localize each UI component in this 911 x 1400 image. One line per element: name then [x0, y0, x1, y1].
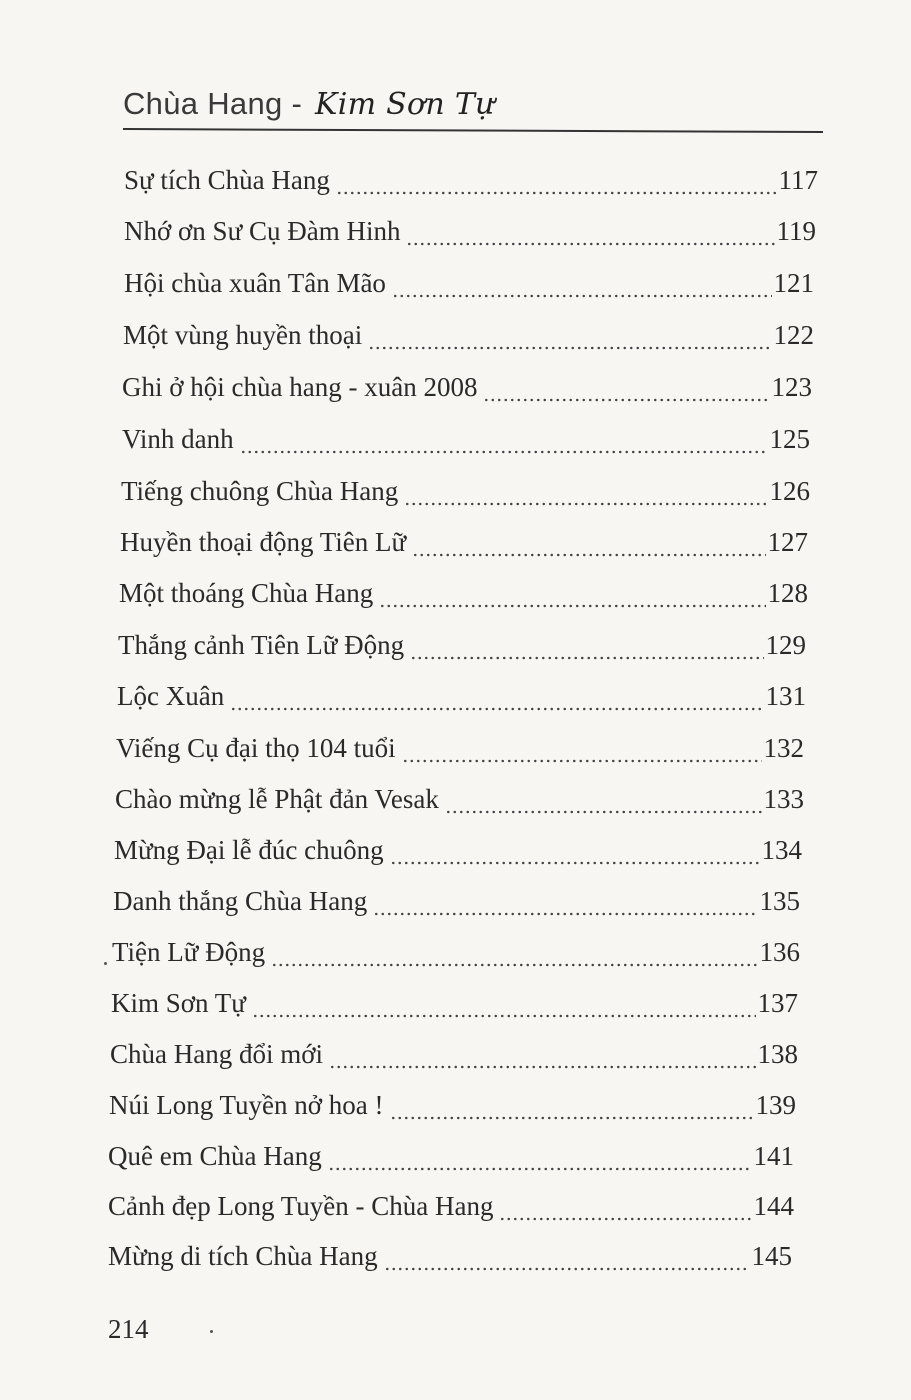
toc-entry-title: Tiện Lữ Động	[112, 937, 266, 967]
toc-dot-leader	[379, 587, 765, 609]
toc-entry-title: Quê em Chùa Hang	[108, 1141, 322, 1171]
toc-entry	[120, 527, 808, 563]
toc-entry-page: 122	[773, 320, 814, 350]
toc-entry-title: Lộc Xuân	[117, 681, 225, 711]
toc-entry-page: 141	[753, 1141, 794, 1171]
toc-entry-title: Một thoáng Chùa Hang	[119, 578, 374, 608]
toc-entry-page: 139	[755, 1090, 796, 1120]
toc-entry-page: 134	[761, 835, 802, 865]
toc-dot-leader	[373, 895, 757, 917]
toc-dot-leader	[392, 277, 772, 299]
toc-dot-leader	[445, 793, 762, 815]
toc-entry-page: 128	[767, 578, 808, 608]
toc-entry	[122, 424, 810, 460]
toc-entry	[124, 165, 818, 201]
toc-dot-leader	[271, 946, 757, 968]
toc-dot-leader	[384, 1250, 750, 1272]
toc-entry	[117, 681, 806, 717]
toc-entry-title: Nhớ ơn Sư Cụ Đàm Hinh	[124, 216, 401, 246]
toc-entry-title: Thắng cảnh Tiên Lữ Động	[118, 630, 405, 660]
toc-entry-title: Huyền thoại động Tiên Lữ	[120, 527, 407, 557]
toc-entry-title: Cảnh đẹp Long Tuyền - Chùa Hang	[108, 1191, 494, 1221]
toc-entry-title: Kim Sơn Tự	[111, 988, 246, 1018]
toc-entry	[124, 216, 816, 252]
toc-entry	[124, 268, 814, 304]
toc-dot-leader	[402, 742, 762, 764]
toc-entry	[118, 630, 806, 666]
toc-entry	[115, 784, 804, 820]
header-title-script: Kim Sơn Tự	[314, 87, 495, 122]
toc-dot-leader	[390, 844, 760, 866]
toc-entry-page: 121	[773, 268, 814, 298]
toc-entry-page: 137	[757, 988, 798, 1018]
toc-entry	[121, 476, 810, 512]
toc-dot-leader	[252, 997, 756, 1019]
toc-dot-leader	[390, 1099, 754, 1121]
toc-entry-page: 145	[751, 1241, 792, 1271]
toc-entry-page: 131	[765, 681, 806, 711]
toc-entry-title: Sự tích Chùa Hang	[124, 165, 330, 195]
toc-entry	[108, 1241, 792, 1277]
toc-dot-leader	[412, 536, 765, 558]
toc-entry-title: Chào mừng lễ Phật đản Vesak	[115, 784, 439, 814]
toc-entry	[109, 1090, 796, 1126]
toc-dot-leader	[499, 1200, 751, 1222]
toc-entry-title: Viếng Cụ đại thọ 104 tuổi	[116, 733, 396, 763]
toc-entry	[114, 835, 802, 871]
toc-entry	[108, 1141, 794, 1177]
toc-entry-page: 133	[763, 784, 804, 814]
toc-entry-page: 132	[763, 733, 804, 763]
print-speck	[210, 1330, 213, 1333]
toc-entry-title: Ghi ở hội chùa hang - xuân 2008	[122, 372, 478, 402]
toc-entry-page: 135	[759, 886, 800, 916]
toc-entry	[110, 1039, 798, 1075]
toc-entry-page: 129	[765, 630, 806, 660]
toc-entry-title: Một vùng huyền thoại	[123, 320, 363, 350]
toc-dot-leader	[328, 1150, 752, 1172]
toc-entry-title: Núi Long Tuyền nở hoa !	[109, 1090, 384, 1120]
toc-entry-title: Vinh danh	[122, 424, 234, 454]
toc-entry	[119, 578, 808, 614]
page-number: 214	[108, 1314, 149, 1344]
toc-entry	[111, 988, 798, 1024]
print-speck	[104, 962, 107, 965]
toc-entry	[108, 1191, 794, 1227]
toc-entry-title: Mừng di tích Chùa Hang	[108, 1241, 378, 1271]
toc-dot-leader	[240, 433, 768, 455]
toc-entry	[123, 320, 814, 356]
toc-entry	[122, 372, 812, 408]
toc-entry-title: Chùa Hang đổi mới	[110, 1039, 324, 1069]
toc-entry-page: 126	[769, 476, 810, 506]
toc-entry-page: 138	[757, 1039, 798, 1069]
toc-entry-title: Tiếng chuông Chùa Hang	[121, 476, 399, 506]
toc-dot-leader	[368, 329, 771, 351]
header-title-text: Chùa Hang -	[123, 86, 311, 121]
toc-dot-leader	[329, 1048, 755, 1070]
toc-entry-title: Danh thắng Chùa Hang	[113, 886, 368, 916]
toc-dot-leader	[336, 174, 777, 196]
toc-entry-page: 125	[769, 424, 810, 454]
toc-entry-page: 123	[771, 372, 812, 402]
toc-entry-page: 117	[778, 165, 818, 195]
toc-entry	[113, 886, 800, 922]
toc-dot-leader	[404, 485, 767, 507]
toc-entry-page: 144	[753, 1191, 794, 1221]
toc-dot-leader	[483, 381, 769, 403]
toc-entry-page: 127	[767, 527, 808, 557]
toc-entry-page: 119	[776, 216, 816, 246]
toc-entry-title: Mừng Đại lễ đúc chuông	[114, 835, 384, 865]
toc-entry-page: 136	[759, 937, 800, 967]
toc-dot-leader	[406, 225, 774, 247]
toc-entry-title: Hội chùa xuân Tân Mão	[124, 268, 386, 298]
toc-entry	[112, 937, 800, 973]
toc-entry	[116, 733, 804, 769]
toc-dot-leader	[230, 690, 763, 712]
toc-dot-leader	[410, 639, 763, 661]
